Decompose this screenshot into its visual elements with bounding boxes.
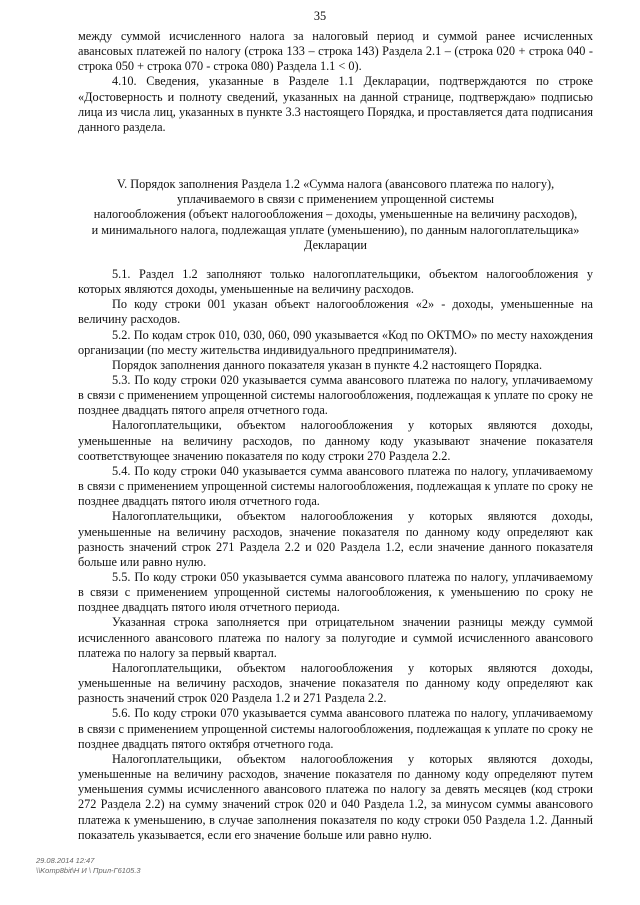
section-heading-line: V. Порядок заполнения Раздела 1.2 «Сумма налога (авансового платежа по налогу), <box>116 177 555 192</box>
paragraph-5-6: 5.6. По коду строки 070 указывается сумма авансового платежа по налогу, уплачиваемому в связи с применением упрощенной системы налогообложения, подлежащая к уплате по сроку не позднее двадцать пятого октября отчетного года. <box>78 706 593 751</box>
paragraph-5-3: 5.3. По коду строки 020 указывается сумма авансового платежа по налогу, уплачиваемому в связи с применением упрощенной системы налогообложения, подлежащая к уплате по сроку не позднее двадцать пятого апреля отчетного года. <box>78 372 593 418</box>
paragraph-5-5-taxpayers: Налогоплательщики, объектом налогообложения у которых являются доходы, уменьшенные на величину расходов, значение показателя по данному коду определяют как разность значений строк 020 Раздела 1.2 и 271 Раздела 2.2. <box>78 660 593 706</box>
section-heading-line: уплачиваемого в связи с применением упрощенной системы <box>176 192 495 207</box>
paragraph-5-1: 5.1. Раздел 1.2 заполняют только налогоплательщики, объектом налогообложения у которых являются доходы, уменьшенные на величину расходов. <box>78 266 593 297</box>
print-timestamp: 29.08.2014 12:47 <box>36 856 95 865</box>
paragraph-5-3-taxpayers: Налогоплательщики, объектом налогообложения у которых являются доходы, уменьшенные на величину расходов, по данному коду указывают значение показателя соответствующее значению показателя по коду строки 270 Раздела 2.2. <box>78 418 593 463</box>
section-heading <box>78 177 593 253</box>
paragraph-5-4: 5.4. По коду строки 040 указывается сумма авансового платежа по налогу, уплачиваемому в связи с применением упрощенной системы налогообложения, подлежащая к уплате по сроку не позднее двадцать пятого июля отчетного года. <box>78 463 593 509</box>
paragraph-5-5: 5.5. По коду строки 050 указывается сумма авансового платежа по налогу, уплачиваемому в связи с применением упрощенной системы налогообложения, к уменьшению по сроку не позднее двадцать пятого июля отчетного периода. <box>78 570 593 615</box>
print-footer <box>36 856 141 876</box>
paragraph-5-2: 5.2. По кодам строк 010, 030, 060, 090 указывается «Код по ОКТМО» по месту нахождения организации (по месту жительства индивидуального предпринимателя). <box>78 327 593 357</box>
document-body <box>78 29 593 843</box>
section-heading-line: Декларации <box>304 237 367 252</box>
section-heading-line: и минимального налога, подлежащая уплате (уменьшению), по данным налогоплательщика» <box>91 222 580 237</box>
section-heading-line: налогообложения (объект налогообложения – доходы, уменьшенные на величину расходов), <box>93 207 578 222</box>
paragraph-line-001: По коду строки 001 указан объект налогообложения «2» - доходы, уменьшенные на величину расходов. <box>78 297 593 327</box>
paragraph-5-5-condition: Указанная строка заполняется при отрицательном значении разницы между суммой исчисленного авансового платежа по налогу за полугодие и суммой исчисленного авансового платежа по налогу за первый квартал. <box>78 615 593 660</box>
paragraph-4-10: 4.10. Сведения, указанные в Разделе 1.1 Декларации, подтверждаются по строке «Достоверность и полноту сведений, указанных на данной странице, подтверждаю» подписью лица из числа лиц, указанных в пункте 3.3 настоящего Порядка, и проставляется дата подписания данного раздела. <box>78 74 593 134</box>
page-number: 35 <box>313 9 327 23</box>
file-path: \\Komp8bit\Н И \ Прил-Г6105.3 <box>36 866 141 875</box>
paragraph-5-4-taxpayers: Налогоплательщики, объектом налогообложения у которых являются доходы, уменьшенные на величину расходов, значение показателя по данному коду определяют как разность значений строк 271 Раздела 2.2 и 020 Раздела 1.2, если значение данного показателя больше или равно нулю. <box>78 509 593 569</box>
paragraph-continuation: между суммой исчисленного налога за налоговый период и суммой ранее исчисленных авансовых платежей по налогу (строка 133 – строка 143) Раздела 2.1 – (строка 020 + строка 040 - строка 050 + строка 070 - строка 080) Раздела 1.1 < 0). <box>78 29 593 74</box>
paragraph-5-6-taxpayers: Налогоплательщики, объектом налогообложения у которых являются доходы, уменьшенные на величину расходов, значение показателя по данному коду определяют путем уменьшения суммы исчисленного авансового платежа по налогу за девять месяцев (код строки 272 Раздела 2.2) на сумму значений строк 020 и 040 Раздела 1.2, за минусом суммы авансового платежа к уменьшению, в случае заполнения показателя по коду строки 050 Раздела 1.2. Данный показатель указывается, если его значение больше или равно нулю. <box>78 751 593 842</box>
paragraph-oktmo-order: Порядок заполнения данного показателя указан в пункте 4.2 настоящего Порядка. <box>112 357 543 372</box>
